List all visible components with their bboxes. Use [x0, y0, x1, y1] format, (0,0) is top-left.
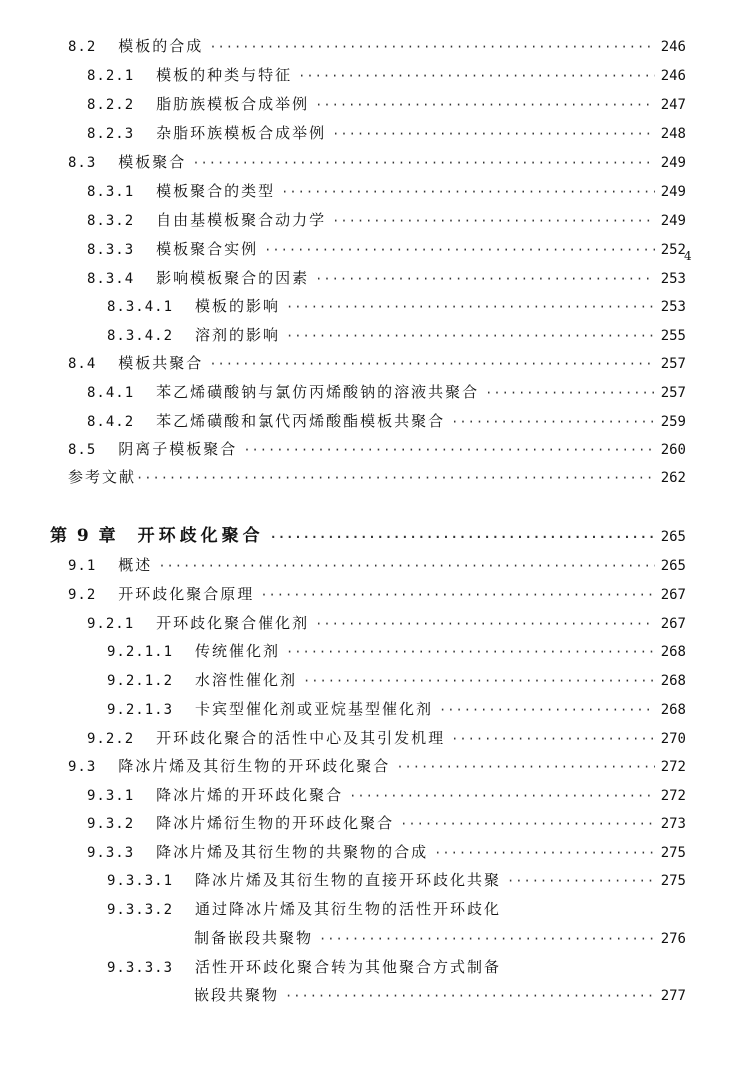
entry-number: 8.4.2 [87, 414, 135, 430]
leader-dots [303, 671, 655, 691]
leader-dots [209, 354, 654, 374]
leader-dots [286, 642, 655, 662]
leader-dots [349, 786, 655, 806]
leader-dots [315, 95, 655, 115]
entry-title: 降冰片烯及其衍生物的开环歧化聚合 [118, 757, 391, 775]
entry-page: 267 [660, 616, 686, 632]
toc-entry-9-3 [68, 756, 686, 776]
entry-title: 杂脂环族模板合成举例 [156, 124, 327, 142]
entry-page: 265 [660, 558, 686, 574]
leader-dots [192, 153, 654, 173]
leader-dots [260, 585, 654, 605]
entry-page: 252 [660, 242, 686, 258]
entry-page: 275 [660, 873, 686, 889]
entry-number: 9.2.1.3 [107, 702, 174, 718]
leader-dots [281, 182, 655, 202]
entry-page: 259 [660, 414, 686, 430]
entry-number: 9.2 [68, 587, 97, 603]
toc-entry-9-2-1-2 [107, 670, 686, 690]
entry-title: 水溶性催化剂 [195, 671, 298, 689]
entry-page: 267 [660, 587, 686, 603]
toc-entry-9-2 [68, 584, 686, 604]
entry-number: 8.2.1 [87, 68, 135, 84]
toc-entry-9-2-1-3 [107, 699, 686, 719]
entry-title: 模板聚合实例 [156, 240, 259, 258]
leader-dots [243, 440, 654, 460]
toc-chapter-9 [50, 526, 686, 546]
entry-title: 模板的合成 [118, 37, 204, 55]
toc-entry-8-3-1 [87, 181, 686, 201]
entry-page: 253 [660, 299, 686, 315]
entry-number: 9.3.3.1 [107, 873, 174, 889]
margin-mark: 4 [684, 249, 692, 263]
entry-title: 活性开环歧化聚合转为其他聚合方式制备 [195, 958, 502, 976]
entry-number: 9.2.1.1 [107, 644, 174, 660]
leader-dots [209, 37, 654, 57]
leader-dots [485, 383, 655, 403]
toc-entry-8-2-1 [87, 65, 686, 85]
leader-dots [434, 843, 655, 863]
toc-entry-8-3-2 [87, 210, 686, 230]
entry-title: 模板共聚合 [118, 354, 204, 372]
toc-entry-9-2-2 [87, 728, 686, 748]
entry-title: 自由基模板聚合动力学 [156, 211, 327, 229]
leader-dots [286, 297, 655, 317]
entry-page: 247 [660, 97, 686, 113]
entry-page: 257 [660, 385, 686, 401]
leader-dots [400, 814, 655, 834]
leader-dots [332, 124, 655, 144]
entry-number: 9.3.3.2 [107, 902, 174, 918]
entry-title: 阴离子模板聚合 [118, 440, 238, 458]
leader-dots [285, 986, 655, 1006]
entry-page: 262 [660, 470, 686, 486]
entry-number: 9.3.2 [87, 816, 135, 832]
entry-page: 249 [660, 155, 686, 171]
toc-entry-9-2-1-1 [107, 641, 686, 661]
entry-title: 传统催化剂 [195, 642, 281, 660]
entry-page: 270 [660, 731, 686, 747]
entry-title: 模板聚合 [118, 153, 187, 171]
entry-title: 脂肪族模板合成举例 [156, 95, 310, 113]
entry-number: 9.2.2 [87, 731, 135, 747]
toc-entry-8-2 [68, 36, 686, 56]
entry-page: 272 [660, 788, 686, 804]
chapter-title: 开环歧化聚合 [137, 526, 264, 546]
entry-title: 苯乙烯磺酸钠与氯仿丙烯酸钠的溶液共聚合 [156, 383, 480, 401]
entry-page: 275 [660, 845, 686, 861]
entry-number: 9.1 [68, 558, 97, 574]
entry-page: 277 [660, 988, 686, 1004]
toc-entry-8-3-4 [87, 268, 686, 288]
entry-title: 开环歧化聚合的活性中心及其引发机理 [156, 729, 446, 747]
leader-dots [332, 211, 655, 231]
entry-number: 8.5 [68, 442, 97, 458]
leader-dots [319, 929, 655, 949]
entry-title: 开环歧化聚合催化剂 [156, 614, 310, 632]
entry-number: 8.3.2 [87, 213, 135, 229]
leader-dots [396, 757, 654, 777]
entry-number: 8.3.3 [87, 242, 135, 258]
leader-dots [270, 527, 655, 547]
leader-dots [264, 240, 655, 260]
entry-title: 参考文献 [68, 468, 137, 486]
entry-title-continuation: 制备嵌段共聚物 [194, 929, 314, 947]
entry-title: 降冰片烯的开环歧化聚合 [156, 786, 344, 804]
toc-entry-8-5 [68, 439, 686, 459]
entry-title: 模板聚合的类型 [156, 182, 276, 200]
entry-page: 273 [660, 816, 686, 832]
leader-dots [315, 614, 655, 634]
toc-entry-9-1 [68, 555, 686, 575]
entry-number: 8.3.4 [87, 271, 135, 287]
entry-number: 9.3.3 [87, 845, 135, 861]
entry-number: 8.2.2 [87, 97, 135, 113]
entry-page: 276 [660, 931, 686, 947]
toc-entry-9-2-1 [87, 613, 686, 633]
entry-number: 8.2 [68, 39, 97, 55]
toc-entry-8-4-2 [87, 411, 686, 431]
entry-page: 272 [660, 759, 686, 775]
toc-entry-8-3 [68, 152, 686, 172]
toc-entry-9-3-3-2 [107, 899, 686, 919]
entry-number: 9.3 [68, 759, 97, 775]
entry-page: 265 [660, 529, 686, 545]
entry-page: 268 [660, 702, 686, 718]
leader-dots [298, 66, 655, 86]
entry-title-continuation: 嵌段共聚物 [194, 986, 280, 1004]
entry-title: 溶剂的影响 [195, 326, 281, 344]
leader-dots [158, 556, 654, 576]
entry-number: 8.2.3 [87, 126, 135, 142]
leader-dots [451, 729, 655, 749]
entry-title: 卡宾型催化剂或亚烷基型催化剂 [195, 700, 434, 718]
leader-dots [507, 871, 655, 891]
entry-page: 268 [660, 673, 686, 689]
leader-dots [136, 468, 655, 488]
entry-title: 模板的种类与特征 [156, 66, 293, 84]
leader-dots [439, 700, 655, 720]
entry-title: 降冰片烯及其衍生物的直接开环歧化共聚 [195, 871, 502, 889]
entry-number: 9.3.3.3 [107, 960, 174, 976]
toc-entry-9-3-3-3 [107, 957, 686, 977]
entry-page: 260 [660, 442, 686, 458]
toc-entry-8-3-4-2 [107, 325, 686, 345]
entry-number: 8.4.1 [87, 385, 135, 401]
entry-title: 开环歧化聚合原理 [118, 585, 255, 603]
leader-dots [451, 412, 655, 432]
leader-dots [315, 269, 655, 289]
toc-entry-9-3-3-1 [107, 870, 686, 890]
toc-entry-9-3-3-2-cont [194, 928, 686, 948]
toc-entry-8-4 [68, 353, 686, 373]
entry-page: 249 [660, 184, 686, 200]
entry-page: 249 [660, 213, 686, 229]
toc-entry-9-3-3-3-cont [194, 985, 686, 1005]
entry-page: 248 [660, 126, 686, 142]
entry-page: 253 [660, 271, 686, 287]
toc-entry-references [68, 467, 686, 487]
entry-number: 9.2.1.2 [107, 673, 174, 689]
entry-number: 9.2.1 [87, 616, 135, 632]
toc-entry-8-2-3 [87, 123, 686, 143]
entry-title: 影响模板聚合的因素 [156, 269, 310, 287]
toc-entry-9-3-1 [87, 785, 686, 805]
entry-page: 246 [660, 68, 686, 84]
toc-entry-8-4-1 [87, 382, 686, 402]
entry-page: 255 [660, 328, 686, 344]
entry-number: 8.3 [68, 155, 97, 171]
entry-title: 模板的影响 [195, 297, 281, 315]
entry-title: 降冰片烯衍生物的开环歧化聚合 [156, 814, 395, 832]
entry-page: 268 [660, 644, 686, 660]
toc-entry-9-3-2 [87, 813, 686, 833]
toc-entry-8-3-4-1 [107, 296, 686, 316]
toc-entry-8-2-2 [87, 94, 686, 114]
entry-number: 9.3.1 [87, 788, 135, 804]
entry-number: 8.3.1 [87, 184, 135, 200]
entry-title: 苯乙烯磺酸和氯代丙烯酸酯模板共聚合 [156, 412, 446, 430]
entry-title: 降冰片烯及其衍生物的共聚物的合成 [156, 843, 429, 861]
entry-page: 257 [660, 356, 686, 372]
entry-title: 通过降冰片烯及其衍生物的活性开环歧化 [195, 900, 502, 918]
toc-entry-9-3-3 [87, 842, 686, 862]
entry-number: 8.4 [68, 356, 97, 372]
entry-title: 概述 [118, 556, 153, 574]
entry-number: 8.3.4.2 [107, 328, 174, 344]
toc-entry-8-3-3 [87, 239, 686, 259]
leader-dots [286, 326, 655, 346]
chapter-number: 第 9 章 [50, 526, 118, 546]
entry-page: 246 [660, 39, 686, 55]
entry-number: 8.3.4.1 [107, 299, 174, 315]
